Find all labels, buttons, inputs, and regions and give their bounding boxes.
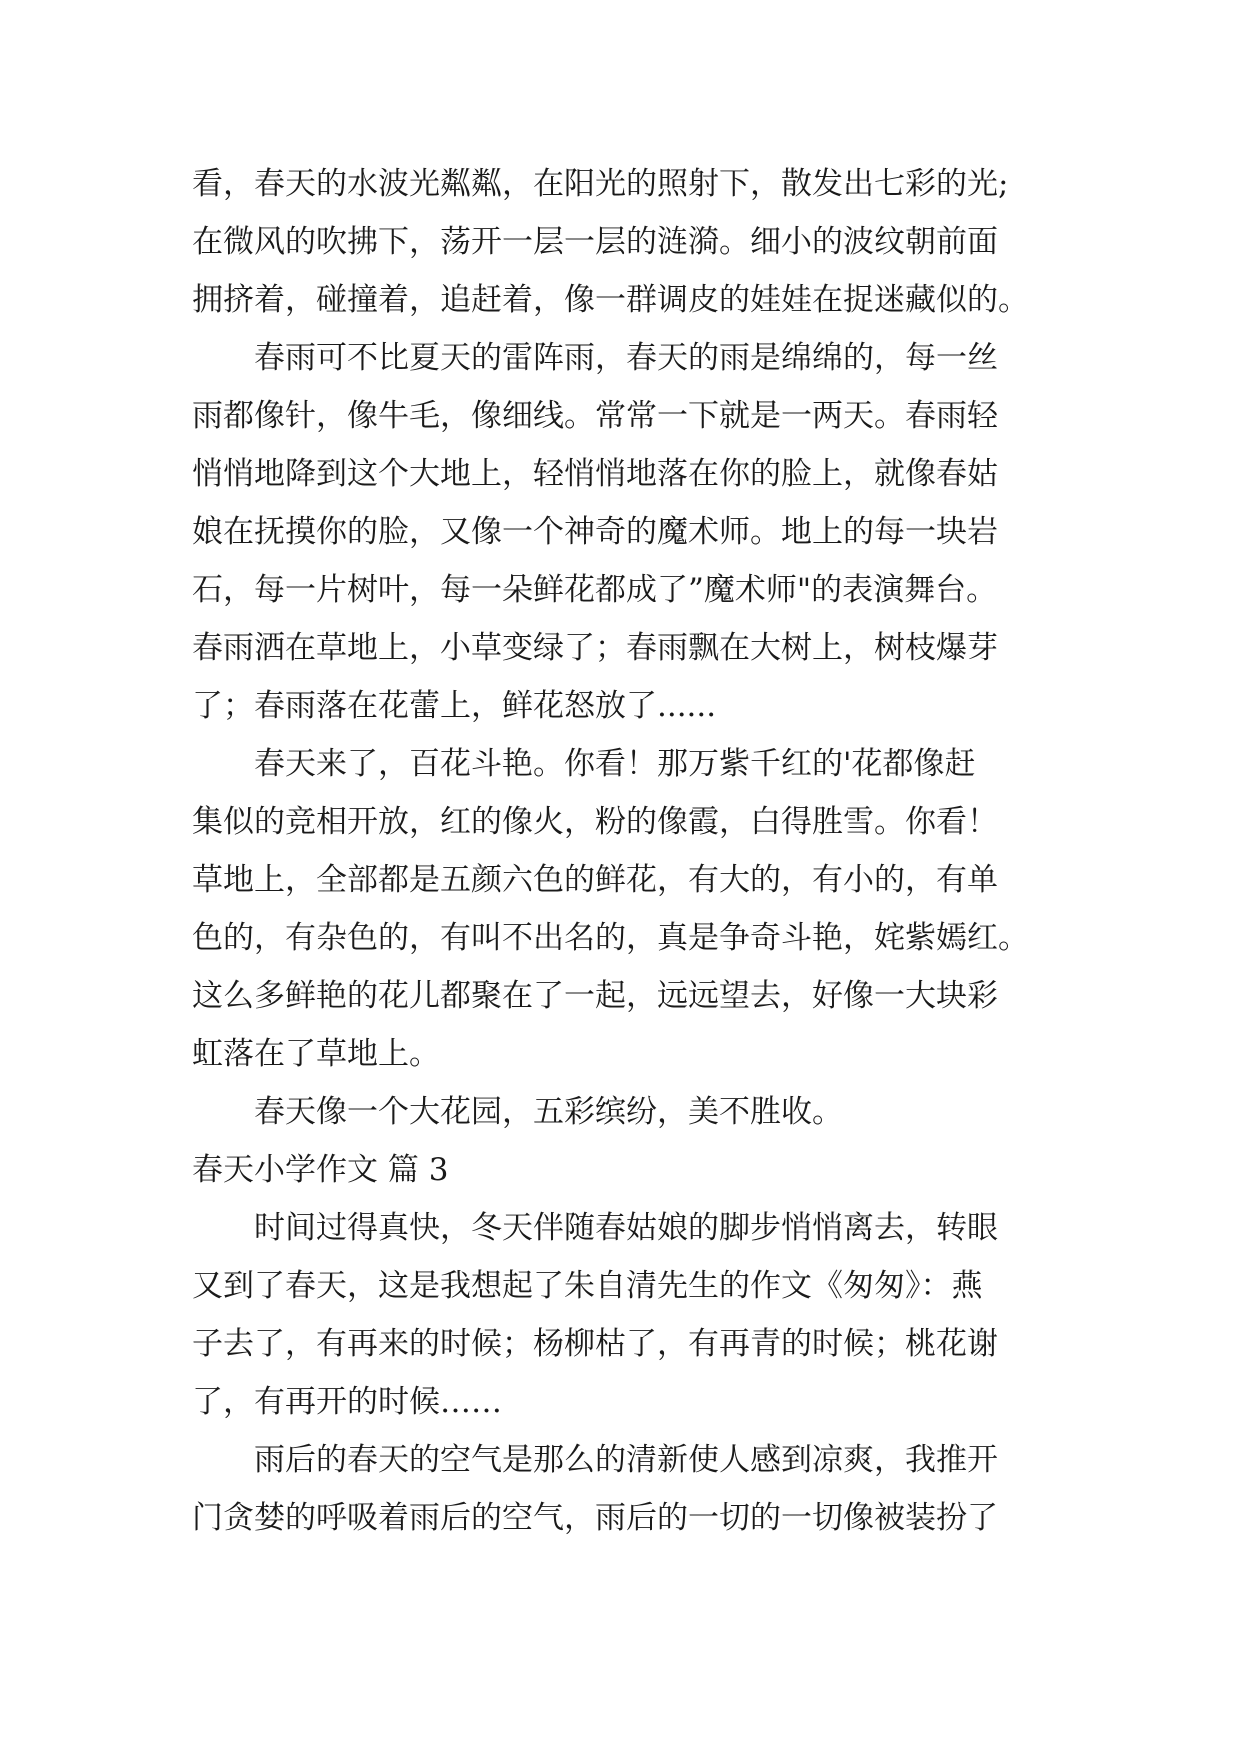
text-line: 看，春天的水波光粼粼，在阳光的照射下，散发出七彩的光; bbox=[192, 166, 1009, 202]
text-line: 春天像一个大花园，五彩缤纷，美不胜收。 bbox=[254, 1094, 843, 1130]
text-line: 草地上，全部都是五颜六色的鲜花，有大的，有小的，有单 bbox=[192, 862, 998, 898]
text-line: 雨都像针，像牛毛，像细线。常常一下就是一两天。春雨轻 bbox=[192, 398, 998, 434]
text-line: 拥挤着，碰撞着，追赶着，像一群调皮的娃娃在捉迷藏似的。 bbox=[192, 282, 1029, 318]
text-line: 石，每一片树叶，每一朵鲜花都成了”魔术师"的表演舞台。 bbox=[192, 572, 998, 608]
text-line: 了，有再开的时候…… bbox=[192, 1384, 502, 1420]
text-line: 春雨可不比夏天的雷阵雨，春天的雨是绵绵的，每一丝 bbox=[254, 340, 998, 376]
text-line: 子去了，有再来的时候；杨柳枯了，有再青的时候；桃花谢 bbox=[192, 1326, 998, 1362]
text-line: 色的，有杂色的，有叫不出名的，真是争奇斗艳，姹紫嫣红。 bbox=[192, 920, 1029, 956]
text-line: 时间过得真快，冬天伴随春姑娘的脚步悄悄离去，转眼 bbox=[254, 1210, 998, 1246]
text-line: 又到了春天，这是我想起了朱自清先生的作文《匆匆》：燕 bbox=[192, 1268, 983, 1304]
text-line: 了；春雨落在花蕾上，鲜花怒放了...... bbox=[192, 688, 717, 724]
text-line: 门贪婪的呼吸着雨后的空气，雨后的一切的一切像被装扮了 bbox=[192, 1500, 998, 1536]
text-line: 这么多鲜艳的花儿都聚在了一起，远远望去，好像一大块彩 bbox=[192, 978, 998, 1014]
text-line: 春雨洒在草地上，小草变绿了；春雨飘在大树上，树枝爆芽 bbox=[192, 630, 998, 666]
text-line: 春天来了，百花斗艳。你看！那万紫千红的'花都像赶 bbox=[254, 746, 976, 782]
text-line: 集似的竞相开放，红的像火，粉的像霞，白得胜雪。你看！ bbox=[192, 804, 998, 840]
text-line: 虹落在了草地上。 bbox=[192, 1036, 440, 1072]
text-line: 娘在抚摸你的脸，又像一个神奇的魔术师。地上的每一块岩 bbox=[192, 514, 998, 550]
section-heading: 春天小学作文 篇 3 bbox=[192, 1152, 449, 1188]
text-line: 悄悄地降到这个大地上，轻悄悄地落在你的脸上，就像春姑 bbox=[192, 456, 998, 492]
text-line: 在微风的吹拂下，荡开一层一层的涟漪。细小的波纹朝前面 bbox=[192, 224, 998, 260]
essay-body bbox=[192, 155, 1072, 1547]
text-line: 雨后的春天的空气是那么的清新使人感到凉爽，我推开 bbox=[254, 1442, 998, 1478]
